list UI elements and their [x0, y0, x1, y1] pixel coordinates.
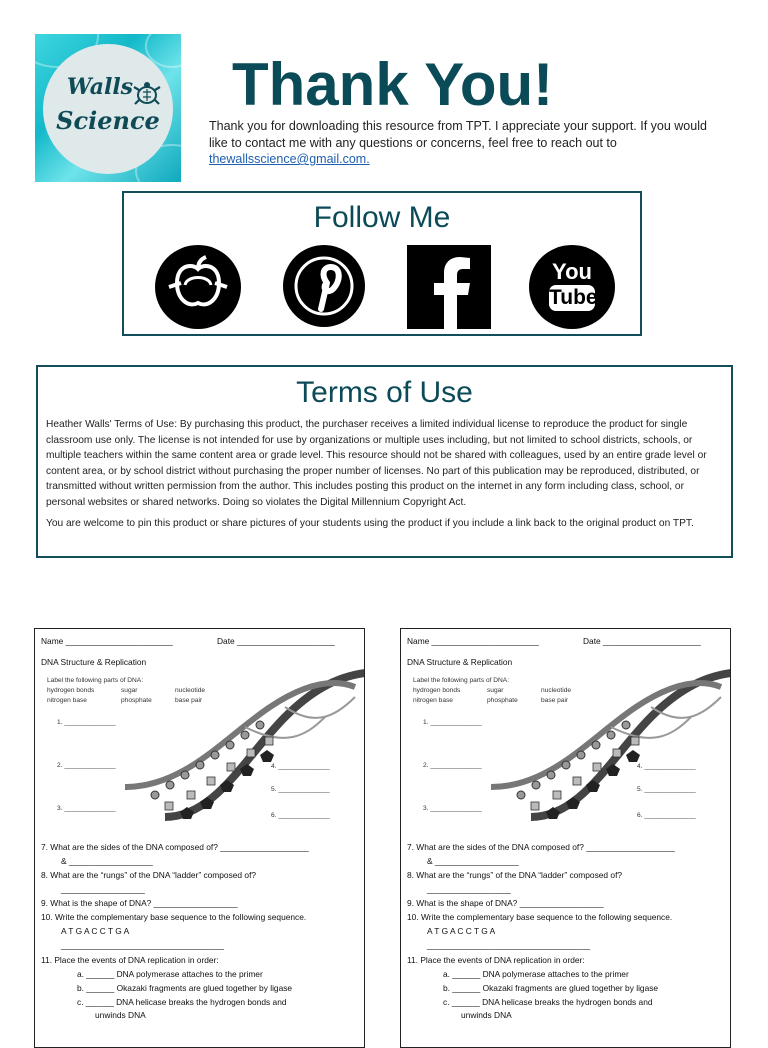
question-10: 10. Write the complementary base sequence to the following sequence.	[407, 912, 673, 922]
event-b: b. ______ Okazaki fragments are glued together by ligase	[77, 983, 293, 993]
sequence-blank: ___________________________________	[61, 940, 225, 950]
blank-3: 3. ______________	[57, 805, 116, 812]
question-8: 8. What are the “rungs” of the DNA “ladder” composed of?	[41, 870, 257, 880]
date-field: Date _____________________	[583, 636, 701, 646]
question-7-cont: & __________________	[61, 856, 153, 866]
base-sequence: A T G A C C T G A	[61, 926, 130, 936]
facebook-icon[interactable]	[407, 245, 491, 329]
logo-text-science: Science	[56, 106, 160, 135]
dna-helix-diagram	[461, 667, 731, 835]
email-link[interactable]: thewallsscience@gmail.com.	[209, 152, 370, 166]
blank-1: 1. ______________	[57, 719, 116, 726]
date-field: Date _____________________	[217, 636, 335, 646]
terms-pin-paragraph: You are welcome to pin this product or share pictures of your students using the product if you include a link back to the original product on TPT.	[46, 518, 694, 529]
worksheet-preview-left	[34, 628, 365, 1048]
blank-2: 2. ______________	[423, 762, 482, 769]
blank-6: 6. ______________	[637, 812, 696, 819]
follow-me-title: Follow Me	[313, 201, 451, 234]
blank-4: 4. ______________	[271, 763, 330, 770]
question-7: 7. What are the sides of the DNA composed of? ___________________	[407, 842, 675, 852]
blank-5: 5. ______________	[637, 786, 696, 793]
label-hydrogen-bonds: hydrogen bonds	[47, 687, 95, 694]
label-sugar: sugar	[487, 687, 504, 694]
question-8-blank: __________________	[427, 884, 511, 894]
label-base-pair: base pair	[175, 697, 203, 704]
event-a: a. ______ DNA polymerase attaches to the primer	[77, 969, 263, 979]
question-11: 11. Place the events of DNA replication in order:	[407, 955, 585, 965]
youtube-text-you: You	[552, 259, 592, 284]
event-c: c. ______ DNA helicase breaks the hydrogen bonds and	[443, 997, 653, 1007]
blank-4: 4. ______________	[637, 763, 696, 770]
label-intro: Label the following parts of DNA:	[47, 677, 144, 684]
worksheet-preview-right	[400, 628, 731, 1048]
pinterest-icon[interactable]	[283, 245, 365, 327]
thank-you-message: Thank you for downloading this resource from TPT. I appreciate your support. If you would like to contact me with any questions or concerns, feel free to reach out to	[209, 119, 707, 150]
follow-me-box	[122, 191, 642, 336]
tpt-apple-icon[interactable]	[155, 245, 241, 329]
label-hydrogen-bonds: hydrogen bonds	[413, 687, 461, 694]
blank-2: 2. ______________	[57, 762, 116, 769]
question-7-cont: & __________________	[427, 856, 519, 866]
youtube-text-tube: Tube	[549, 286, 598, 309]
event-a: a. ______ DNA polymerase attaches to the primer	[443, 969, 629, 979]
label-nucleotide: nucleotide	[541, 687, 572, 694]
question-7: 7. What are the sides of the DNA composed of? ___________________	[41, 842, 309, 852]
question-8: 8. What are the “rungs” of the DNA “ladder” composed of?	[407, 870, 623, 880]
base-sequence: A T G A C C T G A	[427, 926, 496, 936]
dna-helix-diagram	[95, 667, 365, 835]
name-field: Name _______________________	[407, 636, 539, 646]
label-nucleotide: nucleotide	[175, 687, 206, 694]
question-8-blank: __________________	[61, 884, 145, 894]
blank-3: 3. ______________	[423, 805, 482, 812]
label-phosphate: phosphate	[121, 697, 152, 704]
label-nitrogen-base: nitrogen base	[413, 697, 453, 704]
terms-title: Terms of Use	[296, 376, 473, 409]
label-phosphate: phosphate	[487, 697, 518, 704]
label-base-pair: base pair	[541, 697, 569, 704]
worksheet-title: DNA Structure & Replication	[41, 657, 147, 667]
terms-paragraph: Heather Walls' Terms of Use: By purchasing this product, the purchaser receives a limited individual license to reproduce the product for single classroom use only. The license is not intended for use by organizations or multiple uses including, but not limited to school districts, schools, or multiple teachers within the same content area or grade level. This resource should not be shared with colleagues, used by an entire grade level or content area, or by school district without purchasing the proper number of licenses. No part of this publication may be reproduced, distributed, or transmitted without written permission from the author. This includes posting this product on the internet in any form including class, school, or personal websites or shared networks. Doing so violates the Digital Millennium Copyright Act.	[46, 419, 707, 508]
name-field: Name _______________________	[41, 636, 173, 646]
walls-science-logo	[35, 34, 181, 182]
worksheet-title: DNA Structure & Replication	[407, 657, 513, 667]
blank-1: 1. ______________	[423, 719, 482, 726]
page-title: Thank You!	[232, 51, 554, 118]
youtube-icon[interactable]	[529, 245, 615, 329]
blank-6: 6. ______________	[271, 812, 330, 819]
question-9: 9. What is the shape of DNA? __________________	[407, 898, 604, 908]
question-11: 11. Place the events of DNA replication in order:	[41, 955, 219, 965]
event-c: c. ______ DNA helicase breaks the hydrogen bonds and	[77, 997, 287, 1007]
blank-5: 5. ______________	[271, 786, 330, 793]
logo-text-walls: Walls	[66, 74, 134, 100]
terms-of-use-box	[36, 365, 733, 558]
event-b: b. ______ Okazaki fragments are glued together by ligase	[443, 983, 659, 993]
sequence-blank: ___________________________________	[427, 940, 591, 950]
turtle-icon	[131, 80, 163, 108]
label-intro: Label the following parts of DNA:	[413, 677, 510, 684]
label-nitrogen-base: nitrogen base	[47, 697, 87, 704]
question-9: 9. What is the shape of DNA? __________________	[41, 898, 238, 908]
question-10: 10. Write the complementary base sequence to the following sequence.	[41, 912, 307, 922]
logo-badge	[43, 44, 173, 174]
event-c-cont: unwinds DNA	[461, 1010, 512, 1020]
event-c-cont: unwinds DNA	[95, 1010, 146, 1020]
label-sugar: sugar	[121, 687, 138, 694]
